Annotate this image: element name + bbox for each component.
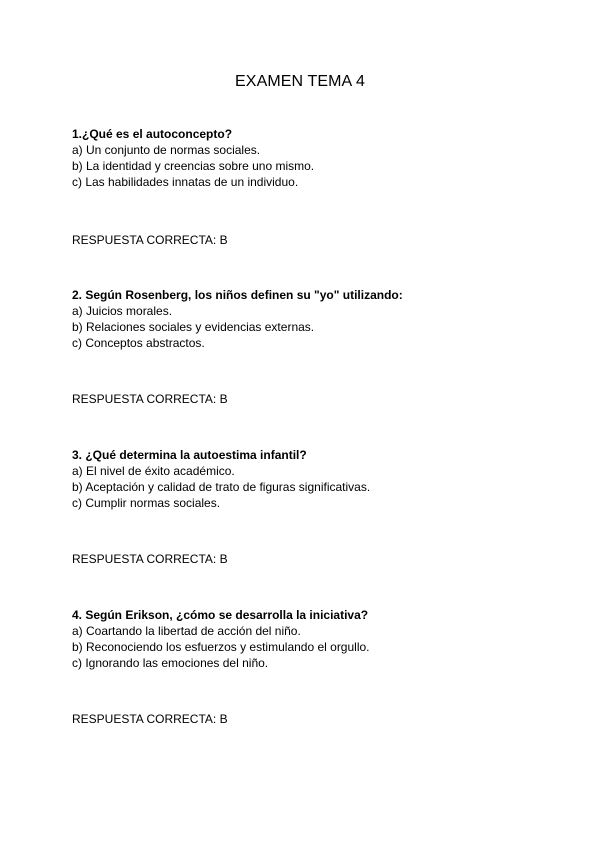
correct-answer-3: RESPUESTA CORRECTA: B — [72, 552, 228, 566]
option-b: b) Relaciones sociales y evidencias externas. — [72, 320, 315, 334]
question-block-1 — [72, 126, 552, 190]
option-c: c) Ignorando las emociones del niño. — [72, 656, 269, 670]
question-text: 3. ¿Qué determina la autoestima infantil? — [72, 448, 307, 462]
correct-answer-1: RESPUESTA CORRECTA: B — [72, 233, 228, 247]
option-a: a) Juicios morales. — [72, 304, 173, 318]
option-a: a) El nivel de éxito académico. — [72, 464, 235, 478]
question-block-4 — [72, 607, 552, 671]
option-c: c) Las habilidades innatas de un individuo. — [72, 175, 299, 189]
correct-answer-2: RESPUESTA CORRECTA: B — [72, 392, 228, 406]
question-block-2 — [72, 287, 552, 351]
question-text: 4. Según Erikson, ¿cómo se desarrolla la iniciativa? — [72, 608, 369, 622]
correct-answer-4: RESPUESTA CORRECTA: B — [72, 712, 228, 726]
question-text: 1.¿Qué es el autoconcepto? — [72, 127, 233, 141]
option-b: b) La identidad y creencias sobre uno mismo. — [72, 159, 315, 173]
option-b: b) Reconociendo los esfuerzos y estimulando el orgullo. — [72, 640, 370, 654]
question-block-3 — [72, 447, 552, 511]
option-a: a) Un conjunto de normas sociales. — [72, 143, 261, 157]
option-b: b) Aceptación y calidad de trato de figuras significativas. — [72, 480, 371, 494]
option-a: a) Coartando la libertad de acción del niño. — [72, 624, 301, 638]
question-text: 2. Según Rosenberg, los niños definen su "yo" utilizando: — [72, 288, 403, 302]
option-c: c) Conceptos abstractos. — [72, 336, 205, 350]
page-title: EXAMEN TEMA 4 — [235, 73, 365, 90]
option-c: c) Cumplir normas sociales. — [72, 496, 221, 510]
